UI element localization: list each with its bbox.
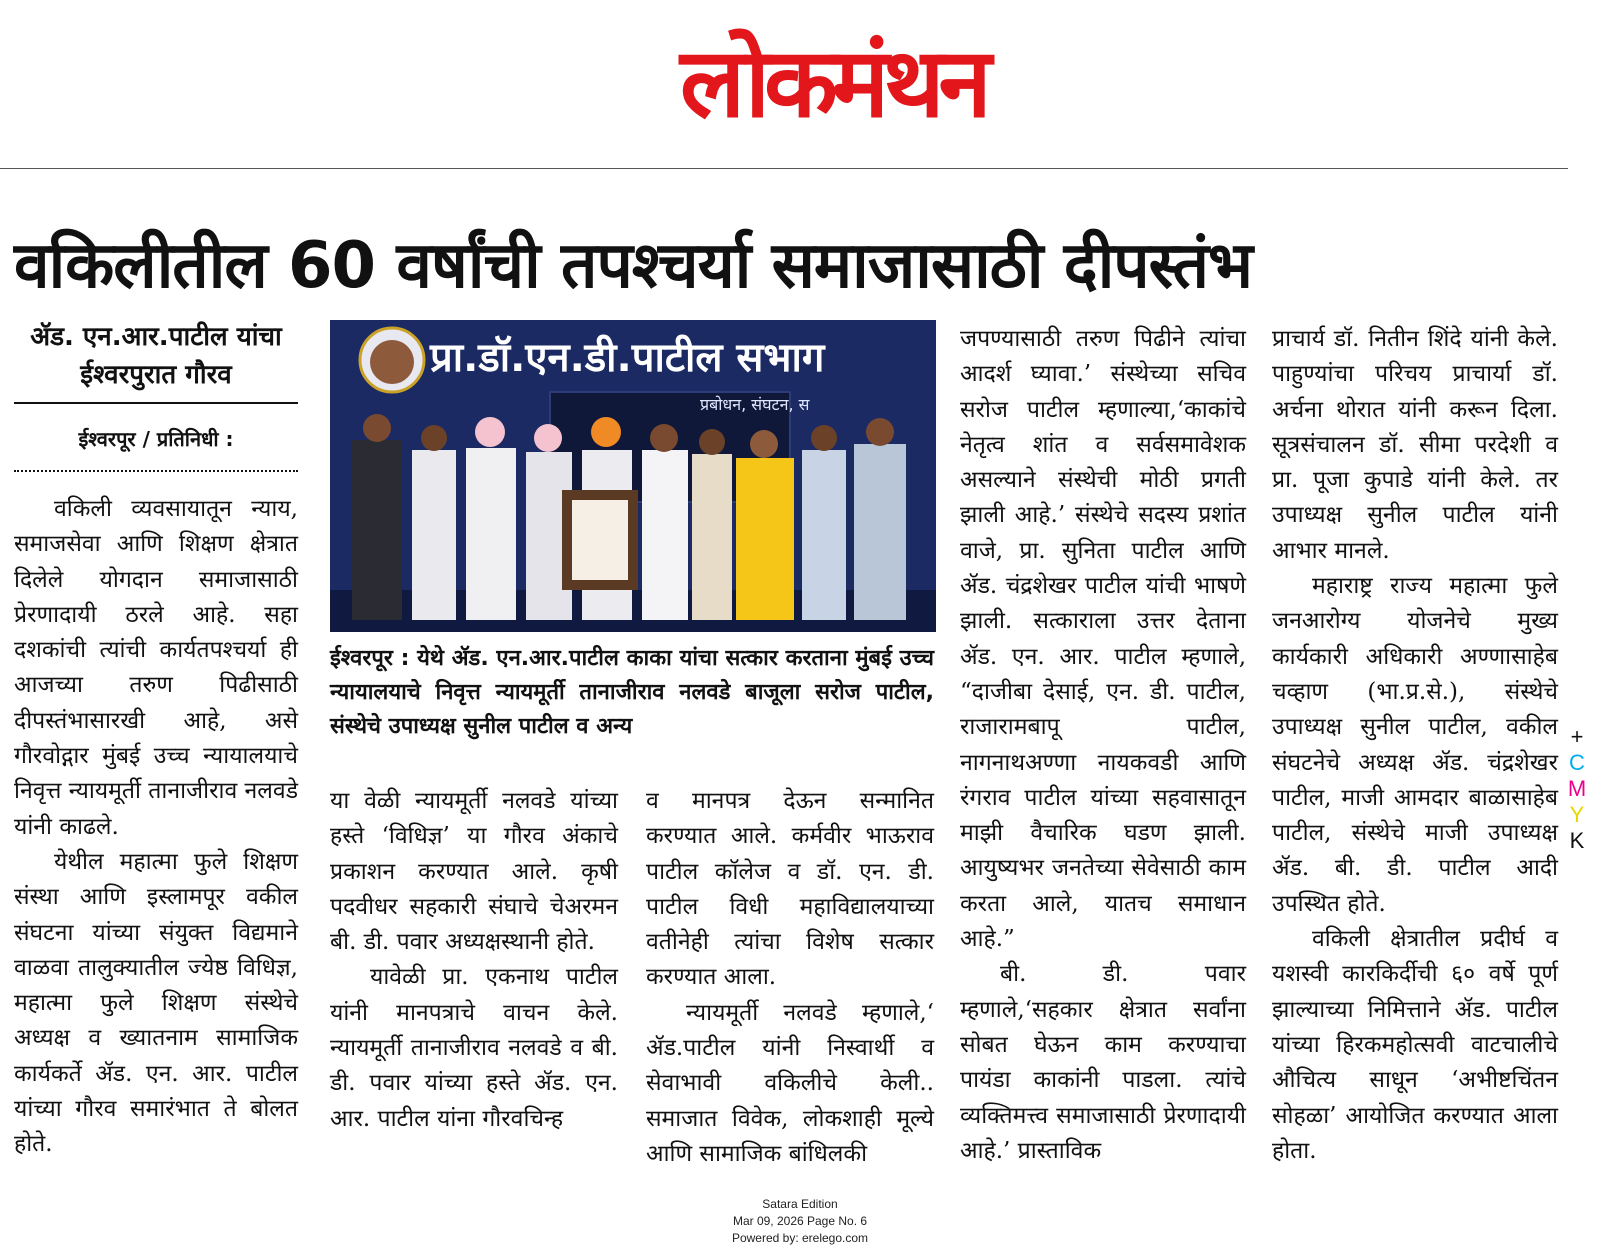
paragraph: यावेळी प्रा. एकनाथ पाटील यांनी मानपत्राचे वाचन केले. न्यायमूर्ती तानाजीराव नलवडे व बी. डी. पवार यांच्या हस्ते ॲड. एन. आर. पाटील यांना गौरवचिन्ह — [330, 964, 618, 1132]
article-subheadline — [14, 318, 298, 394]
footer-powered-by: Powered by: erelego.com — [731, 1231, 869, 1245]
masthead-divider — [0, 168, 1568, 169]
cmyk-y: Y — [1569, 802, 1585, 827]
paragraph: बी. डी. पवार म्हणाले,‘सहकार क्षेत्रात सर्वांना सोबत घेऊन काम करण्याचा पायंडा काकांनी पाडला. त्यांचे व्यक्तिमत्त्व समाजासाठी प्रेरणादायी आहे.’ प्रास्ताविक — [960, 961, 1246, 1164]
cmyk-registration-mark — [1562, 724, 1592, 854]
paragraph: येथील महात्मा फुले शिक्षण संस्था आणि इस्लामपूर वकील संघटना यांच्या संयुक्त विद्यमाने वाळवा तालुक्यातील ज्येष्ठ विधिज्ञ, महात्मा फुले शिक्षण संस्थेचे अध्यक्ष व ख्यातनाम सामाजिक कार्यकर्ते ॲड. एन. आर. पाटील यांच्या गौरव समारंभात ते बोलत होते. — [14, 848, 298, 1158]
article-column-5 — [1272, 322, 1558, 1169]
paragraph: जपण्यासाठी तरुण पिढीने त्यांचा आदर्श घ्यावा.’ संस्थेच्या सचिव सरोज पाटील म्हणाल्या,‘काकांचे नेतृत्व शांत व सर्वसमावेशक असल्याने संस्थेची मोठी प्रगती झाली आहे.’ संस्थेचे सदस्य प्रशांत वाजे, प्रा. सुनिता पाटील आणि ॲड. चंद्रशेखर पाटील यांची भाषणे झाली. सत्काराला उत्तर देताना ॲड. एन. आर. पाटील म्हणाले, “दाजीबा देसाई, एन. डी. पाटील, राजारामबापू पाटील, नागनाथअण्णा नायकवडी आणि रंगराव पाटील यांच्या सहवासातून माझी वैचारिक घडण झाली. आयुष्यभर जनतेच्या सेवेसाठी काम करता आले, यातच समाधान आहे.” — [960, 326, 1246, 953]
subheadline-divider — [14, 402, 298, 404]
article-headline: वकिलीतील 60 वर्षांची तपश्चर्या समाजासाठी दीपस्तंभ — [14, 229, 1252, 303]
cmyk-k: K — [1569, 828, 1585, 853]
subheadline-line-1: ॲड. एन.आर.पाटील यांचा — [30, 322, 282, 352]
registration-plus-icon: + — [1570, 724, 1584, 749]
article-column-3 — [646, 784, 934, 1172]
masthead — [0, 0, 1600, 160]
page-footer — [600, 1196, 1000, 1247]
newspaper-logo: लोकमंथन — [680, 26, 986, 139]
cmyk-c: C — [1569, 750, 1585, 775]
paragraph: वकिली व्यवसायातून न्याय, समाजसेवा आणि शिक्षण क्षेत्रात दिलेले योगदान समाजासाठी प्रेरणादायी ठरले आहे. सहा दशकांची त्यांची कार्यतपश्चर्या ही आजच्या तरुण पिढीसाठी दीपस्तंभासारखी आहे, असे गौरवोद्गार मुंबई उच्च न्यायालयाचे निवृत्त न्यायमूर्ती तानाजीराव नलवडे यांनी काढले. — [14, 496, 298, 840]
paragraph: वकिली क्षेत्रातील प्रदीर्घ व यशस्वी कारकिर्दीची ६० वर्षे पूर्ण झाल्याच्या निमित्ताने ॲड. पाटील यांच्या हिरकमहोत्सवी वाटचालीचे औचित्य साधून ‘अभीष्टचिंतन सोहळा’ आयोजित करण्यात आला होता. — [1272, 926, 1558, 1164]
paragraph: न्यायमूर्ती नलवडे म्हणाले,‘ ॲड.पाटील यांनी निस्वार्थी व सेवाभावी वकिलीचे केली.. समाजात विवेक, लोकशाही मूल्ये आणि सामाजिक बांधिलकी — [646, 999, 934, 1167]
photo-banner-subtext: प्रबोधन, संघटन, स — [700, 395, 810, 414]
subheadline-line-2: ईश्वरपुरात गौरव — [80, 360, 232, 390]
paragraph: प्राचार्य डॉ. नितीन शिंदे यांनी केले. पाहुण्यांचा परिचय प्राचार्या डॉ. अर्चना थोरात यांनी करून दिला. सूत्रसंचालन डॉ. सीमा परदेशी व प्रा. पूजा कुपाडे यांनी केले. तर उपाध्यक्ष सुनील पाटील यांनी आभार मानले. — [1272, 326, 1558, 564]
dateline: ईश्वरपूर / प्रतिनिधी : — [78, 427, 234, 451]
photo-banner-text: प्रा.डॉ.एन.डी.पाटील सभाग — [430, 335, 825, 381]
photo-caption: ईश्वरपूर : येथे ॲड. एन.आर.पाटील काका यांचा सत्कार करताना मुंबई उच्च न्यायालयाचे निवृत्त न्यायमूर्ती तानाजीराव नलवडे बाजूला सरोज पाटील, संस्थेचे उपाध्यक्ष सुनील पाटील व अन्य — [330, 646, 934, 739]
footer-date-page: Mar 09, 2026 Page No. 6 — [732, 1214, 868, 1228]
paragraph: या वेळी न्यायमूर्ती नलवडे यांच्या हस्ते ‘विधिज्ञ’ या गौरव अंकाचे प्रकाशन करण्यात आले. कृषी पदवीधर सहकारी संघाचे चेअरमन बी. डी. पवार अध्यक्षस्थानी होते. — [330, 788, 618, 956]
paragraph: व मानपत्र देऊन सन्मानित करण्यात आले. कर्मवीर भाऊराव पाटील कॉलेज व डॉ. एन. डी. पाटील विधी महाविद्यालयाच्या वतीनेही त्यांचा विशेष सत्कार करण्यात आला. — [646, 788, 934, 991]
article-column-4 — [960, 322, 1246, 1169]
article-column-1 — [14, 492, 298, 1163]
dateline-divider — [14, 470, 298, 472]
article-column-2 — [330, 784, 618, 1137]
event-photo — [330, 320, 936, 632]
footer-edition: Satara Edition — [762, 1197, 838, 1211]
cmyk-m: M — [1567, 776, 1587, 801]
paragraph: महाराष्ट्र राज्य महात्मा फुले जनआरोग्य योजनेचे मुख्य कार्यकारी अधिकारी अण्णासाहेब चव्हाण (भा.प्र.से.), संस्थेचे उपाध्यक्ष सुनील पाटील, वकील संघटनेचे अध्यक्ष ॲड. चंद्रशेखर पाटील, माजी आमदार बाळासाहेब पाटील, संस्थेचे माजी उपाध्यक्ष ॲड. बी. डी. पाटील आदी उपस्थित होते. — [1272, 573, 1558, 917]
